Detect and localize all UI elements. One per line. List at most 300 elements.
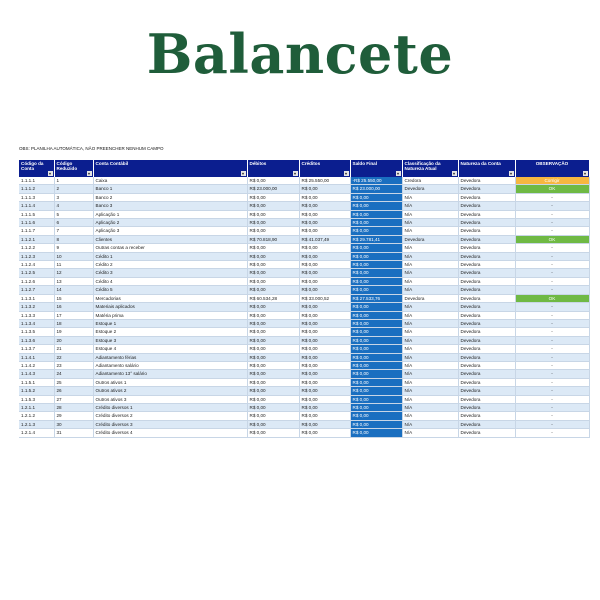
cell-natureza[interactable]: Devedora [458,336,515,344]
filter-dropdown-icon[interactable]: ▾ [293,171,296,176]
cell-codigo-reduzido[interactable]: 9 [54,244,93,252]
cell-debitos[interactable]: R$ 0,00 [247,227,299,235]
cell-creditos[interactable]: R$ 0,00 [299,395,350,403]
cell-codigo-reduzido[interactable]: 25 [54,378,93,386]
cell-creditos[interactable]: R$ 0,00 [299,244,350,252]
table-row [19,210,589,218]
cell-creditos[interactable]: R$ 0,00 [299,378,350,386]
cell-observacao[interactable]: - [515,361,589,369]
cell-conta-contabil[interactable]: Clientes [93,235,247,243]
cell-saldo-final[interactable]: R$ 0,00 [350,202,402,210]
cell-natureza[interactable]: Devedora [458,210,515,218]
cell-classificacao[interactable]: N/A [402,345,458,353]
header-natureza [458,160,515,177]
cell-natureza[interactable]: Devedora [458,361,515,369]
cell-saldo-final[interactable]: R$ 0,00 [350,429,402,437]
cell-debitos[interactable]: R$ 60.534,28 [247,294,299,302]
cell-observacao[interactable]: - [515,353,589,361]
cell-conta-contabil[interactable]: Mercadorias [93,294,247,302]
cell-classificacao[interactable]: N/A [402,336,458,344]
cell-observacao[interactable]: - [515,303,589,311]
cell-natureza[interactable]: Devedora [458,252,515,260]
cell-codigo-conta[interactable]: 1.1.3.5 [19,328,54,336]
cell-codigo-conta[interactable]: 1.2.1.2 [19,412,54,420]
cell-debitos[interactable]: R$ 23.000,00 [247,185,299,193]
cell-observacao[interactable]: - [515,227,589,235]
cell-debitos[interactable]: R$ 0,00 [247,370,299,378]
cell-natureza[interactable]: Devedora [458,202,515,210]
cell-saldo-final[interactable]: R$ 0,00 [350,378,402,386]
cell-conta-contabil[interactable]: Crédito diversos 1 [93,403,247,411]
cell-debitos[interactable]: R$ 0,00 [247,286,299,294]
cell-creditos[interactable]: R$ 0,00 [299,185,350,193]
table-row [19,336,589,344]
cell-classificacao[interactable]: N/A [402,277,458,285]
filter-dropdown-icon[interactable]: ▾ [344,171,347,176]
cell-observacao[interactable]: - [515,378,589,386]
cell-natureza[interactable]: Devedora [458,395,515,403]
cell-natureza[interactable]: Devedora [458,412,515,420]
cell-creditos[interactable]: R$ 0,00 [299,311,350,319]
cell-debitos[interactable]: R$ 0,00 [247,177,299,185]
cell-codigo-reduzido[interactable]: 27 [54,395,93,403]
cell-creditos[interactable]: R$ 33.000,52 [299,294,350,302]
cell-debitos[interactable]: R$ 0,00 [247,261,299,269]
cell-codigo-conta[interactable]: 1.1.3.6 [19,336,54,344]
cell-classificacao[interactable]: N/A [402,395,458,403]
cell-debitos[interactable]: R$ 70.818,90 [247,235,299,243]
cell-conta-contabil[interactable]: Estoque 4 [93,345,247,353]
cell-codigo-reduzido[interactable]: 18 [54,319,93,327]
cell-codigo-reduzido[interactable]: 30 [54,420,93,428]
cell-debitos[interactable]: R$ 0,00 [247,345,299,353]
cell-observacao[interactable]: Corrigir [515,177,589,185]
cell-creditos[interactable]: R$ 0,00 [299,361,350,369]
cell-creditos[interactable]: R$ 0,00 [299,286,350,294]
cell-creditos[interactable]: R$ 0,00 [299,412,350,420]
table-row [19,345,589,353]
cell-codigo-conta[interactable]: 1.1.5.2 [19,387,54,395]
cell-debitos[interactable]: R$ 0,00 [247,202,299,210]
cell-saldo-final[interactable]: -R$ 25.550,00 [350,177,402,185]
cell-debitos[interactable]: R$ 0,00 [247,219,299,227]
cell-codigo-reduzido[interactable]: 11 [54,261,93,269]
filter-dropdown-icon[interactable]: ▾ [452,171,455,176]
cell-codigo-conta[interactable]: 1.1.3.2 [19,303,54,311]
cell-codigo-reduzido[interactable]: 6 [54,219,93,227]
table-row [19,370,589,378]
cell-classificacao[interactable]: N/A [402,378,458,386]
cell-natureza[interactable]: Devedora [458,294,515,302]
cell-creditos[interactable]: R$ 0,00 [299,387,350,395]
cell-conta-contabil[interactable]: Banco 1 [93,185,247,193]
cell-saldo-final[interactable]: R$ 0,00 [350,193,402,201]
cell-codigo-reduzido[interactable]: 21 [54,345,93,353]
cell-classificacao[interactable]: N/A [402,219,458,227]
cell-observacao[interactable]: - [515,345,589,353]
cell-observacao[interactable]: - [515,311,589,319]
cell-conta-contabil[interactable]: Aplicação 2 [93,219,247,227]
cell-saldo-final[interactable]: R$ 0,00 [350,387,402,395]
cell-classificacao[interactable]: Credora [402,177,458,185]
cell-saldo-final[interactable]: R$ 0,00 [350,370,402,378]
cell-conta-contabil[interactable]: Banco 3 [93,202,247,210]
cell-debitos[interactable]: R$ 0,00 [247,403,299,411]
cell-codigo-reduzido[interactable]: 10 [54,252,93,260]
cell-debitos[interactable]: R$ 0,00 [247,395,299,403]
cell-conta-contabil[interactable]: Caixa [93,177,247,185]
cell-codigo-reduzido[interactable]: 8 [54,235,93,243]
cell-codigo-conta[interactable]: 1.1.4.3 [19,370,54,378]
cell-debitos[interactable]: R$ 0,00 [247,378,299,386]
cell-conta-contabil[interactable]: Estoque 2 [93,328,247,336]
cell-saldo-final[interactable]: R$ 23.000,00 [350,185,402,193]
filter-dropdown-icon[interactable]: ▾ [396,171,399,176]
cell-classificacao[interactable]: Devedora [402,294,458,302]
cell-conta-contabil[interactable]: Aplicação 1 [93,210,247,218]
cell-saldo-final[interactable]: R$ 0,00 [350,319,402,327]
cell-codigo-conta[interactable]: 1.1.4.1 [19,353,54,361]
cell-codigo-reduzido[interactable]: 1 [54,177,93,185]
cell-natureza[interactable]: Devedora [458,185,515,193]
cell-codigo-conta[interactable]: 1.1.2.3 [19,252,54,260]
cell-codigo-conta[interactable]: 1.1.2.6 [19,277,54,285]
cell-creditos[interactable]: R$ 0,00 [299,370,350,378]
cell-conta-contabil[interactable]: Outros ativos 1 [93,378,247,386]
cell-saldo-final[interactable]: R$ 29.781,41 [350,235,402,243]
cell-creditos[interactable]: R$ 0,00 [299,336,350,344]
cell-saldo-final[interactable]: R$ 0,00 [350,420,402,428]
cell-observacao[interactable]: - [515,429,589,437]
cell-creditos[interactable]: R$ 0,00 [299,219,350,227]
cell-debitos[interactable]: R$ 0,00 [247,311,299,319]
cell-observacao[interactable]: - [515,328,589,336]
cell-codigo-conta[interactable]: 1.1.1.3 [19,193,54,201]
cell-debitos[interactable]: R$ 0,00 [247,387,299,395]
cell-creditos[interactable]: R$ 0,00 [299,277,350,285]
cell-saldo-final[interactable]: R$ 0,00 [350,227,402,235]
cell-classificacao[interactable]: N/A [402,403,458,411]
cell-conta-contabil[interactable]: Crédito diversos 2 [93,412,247,420]
cell-saldo-final[interactable]: R$ 0,00 [350,328,402,336]
cell-conta-contabil[interactable]: Cédito 1 [93,252,247,260]
cell-observacao[interactable]: OK [515,185,589,193]
cell-natureza[interactable]: Devedora [458,403,515,411]
cell-codigo-conta[interactable]: 1.1.5.3 [19,395,54,403]
cell-natureza[interactable]: Devedora [458,311,515,319]
cell-debitos[interactable]: R$ 0,00 [247,193,299,201]
header-label: Código Reduzido [56,161,78,172]
cell-observacao[interactable]: - [515,387,589,395]
cell-natureza[interactable]: Devedora [458,235,515,243]
cell-codigo-reduzido[interactable]: 22 [54,353,93,361]
cell-classificacao[interactable]: N/A [402,303,458,311]
cell-natureza[interactable]: Devedora [458,244,515,252]
cell-debitos[interactable]: R$ 0,00 [247,328,299,336]
cell-conta-contabil[interactable]: Adiantamento salário [93,361,247,369]
cell-classificacao[interactable]: Devedora [402,235,458,243]
cell-conta-contabil[interactable]: Cédito 2 [93,261,247,269]
cell-classificacao[interactable]: N/A [402,429,458,437]
cell-codigo-conta[interactable]: 1.2.1.1 [19,403,54,411]
cell-codigo-conta[interactable]: 1.1.1.5 [19,210,54,218]
cell-observacao[interactable]: OK [515,294,589,302]
header-label: Código da Conta [21,161,44,172]
cell-codigo-conta[interactable]: 1.2.1.3 [19,420,54,428]
cell-debitos[interactable]: R$ 0,00 [247,252,299,260]
cell-observacao[interactable]: - [515,277,589,285]
cell-saldo-final[interactable]: R$ 0,00 [350,412,402,420]
cell-codigo-reduzido[interactable]: 26 [54,387,93,395]
header-observacao [515,160,589,177]
cell-observacao[interactable]: - [515,403,589,411]
cell-codigo-conta[interactable]: 1.1.1.2 [19,185,54,193]
cell-saldo-final[interactable]: R$ 0,00 [350,303,402,311]
cell-saldo-final[interactable]: R$ 0,00 [350,269,402,277]
cell-conta-contabil[interactable]: Outros ativos 2 [93,387,247,395]
cell-codigo-reduzido[interactable]: 24 [54,370,93,378]
cell-saldo-final[interactable]: R$ 0,00 [350,311,402,319]
cell-codigo-reduzido[interactable]: 20 [54,336,93,344]
cell-codigo-conta[interactable]: 1.1.2.4 [19,261,54,269]
cell-creditos[interactable]: R$ 0,00 [299,403,350,411]
cell-classificacao[interactable]: Devedora [402,185,458,193]
cell-codigo-reduzido[interactable]: 2 [54,185,93,193]
cell-conta-contabil[interactable]: Estoque 3 [93,336,247,344]
cell-classificacao[interactable]: N/A [402,286,458,294]
cell-classificacao[interactable]: N/A [402,202,458,210]
cell-classificacao[interactable]: N/A [402,420,458,428]
cell-codigo-reduzido[interactable]: 12 [54,269,93,277]
cell-creditos[interactable]: R$ 0,00 [299,210,350,218]
filter-dropdown-icon[interactable]: ▾ [48,171,51,176]
cell-saldo-final[interactable]: R$ 0,00 [350,336,402,344]
cell-natureza[interactable]: Devedora [458,193,515,201]
cell-codigo-conta[interactable]: 1.1.3.1 [19,294,54,302]
cell-observacao[interactable]: - [515,210,589,218]
cell-saldo-final[interactable]: R$ 0,00 [350,210,402,218]
cell-creditos[interactable]: R$ 0,00 [299,420,350,428]
cell-creditos[interactable]: R$ 25.550,00 [299,177,350,185]
cell-classificacao[interactable]: N/A [402,244,458,252]
cell-classificacao[interactable]: N/A [402,227,458,235]
cell-observacao[interactable]: - [515,202,589,210]
cell-codigo-conta[interactable]: 1.1.3.4 [19,319,54,327]
cell-debitos[interactable]: R$ 0,00 [247,420,299,428]
cell-observacao[interactable]: - [515,370,589,378]
cell-debitos[interactable]: R$ 0,00 [247,210,299,218]
cell-classificacao[interactable]: N/A [402,361,458,369]
cell-codigo-reduzido[interactable]: 19 [54,328,93,336]
cell-natureza[interactable]: Devedora [458,227,515,235]
cell-creditos[interactable]: R$ 0,00 [299,227,350,235]
cell-debitos[interactable]: R$ 0,00 [247,361,299,369]
cell-codigo-conta[interactable]: 1.1.3.3 [19,311,54,319]
cell-creditos[interactable]: R$ 0,00 [299,261,350,269]
cell-codigo-reduzido[interactable]: 13 [54,277,93,285]
cell-codigo-reduzido[interactable]: 29 [54,412,93,420]
cell-observacao[interactable]: - [515,193,589,201]
cell-classificacao[interactable]: N/A [402,387,458,395]
cell-codigo-reduzido[interactable]: 15 [54,294,93,302]
cell-natureza[interactable]: Devedora [458,420,515,428]
cell-natureza[interactable]: Devedora [458,261,515,269]
cell-codigo-reduzido[interactable]: 7 [54,227,93,235]
cell-saldo-final[interactable]: R$ 0,00 [350,403,402,411]
cell-saldo-final[interactable]: R$ 0,00 [350,277,402,285]
cell-codigo-conta[interactable]: 1.2.1.4 [19,429,54,437]
cell-codigo-reduzido[interactable]: 5 [54,210,93,218]
table-row [19,420,589,428]
cell-classificacao[interactable]: N/A [402,328,458,336]
cell-classificacao[interactable]: N/A [402,193,458,201]
cell-codigo-conta[interactable]: 1.1.3.7 [19,345,54,353]
cell-natureza[interactable]: Devedora [458,303,515,311]
cell-creditos[interactable]: R$ 0,00 [299,252,350,260]
cell-classificacao[interactable]: N/A [402,319,458,327]
cell-observacao[interactable]: - [515,420,589,428]
cell-codigo-reduzido[interactable]: 17 [54,311,93,319]
cell-conta-contabil[interactable]: Cédito 4 [93,277,247,285]
cell-conta-contabil[interactable]: Aplicação 3 [93,227,247,235]
cell-debitos[interactable]: R$ 0,00 [247,277,299,285]
cell-observacao[interactable]: - [515,269,589,277]
cell-natureza[interactable]: Devedora [458,429,515,437]
cell-saldo-final[interactable]: R$ 0,00 [350,395,402,403]
cell-classificacao[interactable]: N/A [402,252,458,260]
cell-creditos[interactable]: R$ 0,00 [299,303,350,311]
cell-natureza[interactable]: Devedora [458,286,515,294]
cell-saldo-final[interactable]: R$ 0,00 [350,286,402,294]
cell-natureza[interactable]: Devedora [458,353,515,361]
cell-creditos[interactable]: R$ 0,00 [299,328,350,336]
cell-conta-contabil[interactable]: Matéria prima [93,311,247,319]
cell-natureza[interactable]: Devedora [458,219,515,227]
cell-creditos[interactable]: R$ 0,00 [299,202,350,210]
cell-creditos[interactable]: R$ 0,00 [299,269,350,277]
cell-observacao[interactable]: - [515,286,589,294]
cell-natureza[interactable]: Devedora [458,177,515,185]
cell-conta-contabil[interactable]: Materiais aplicados [93,303,247,311]
cell-codigo-reduzido[interactable]: 28 [54,403,93,411]
cell-creditos[interactable]: R$ 0,00 [299,345,350,353]
cell-classificacao[interactable]: N/A [402,311,458,319]
cell-debitos[interactable]: R$ 0,00 [247,303,299,311]
cell-classificacao[interactable]: N/A [402,269,458,277]
cell-natureza[interactable]: Devedora [458,319,515,327]
cell-debitos[interactable]: R$ 0,00 [247,269,299,277]
cell-saldo-final[interactable]: R$ 0,00 [350,261,402,269]
cell-codigo-reduzido[interactable]: 31 [54,429,93,437]
header-label: Conta Contábil [95,161,129,166]
cell-saldo-final[interactable]: R$ 27.533,76 [350,294,402,302]
cell-saldo-final[interactable]: R$ 0,00 [350,244,402,252]
cell-natureza[interactable]: Devedora [458,277,515,285]
cell-conta-contabil[interactable]: Crédito diversos 3 [93,420,247,428]
cell-codigo-conta[interactable]: 1.1.2.2 [19,244,54,252]
cell-classificacao[interactable]: N/A [402,370,458,378]
cell-saldo-final[interactable]: R$ 0,00 [350,361,402,369]
filter-dropdown-icon[interactable]: ▾ [583,171,586,176]
cell-conta-contabil[interactable]: Estoque 1 [93,319,247,327]
cell-codigo-conta[interactable]: 1.1.2.1 [19,235,54,243]
cell-conta-contabil[interactable]: Adiantamento férias [93,353,247,361]
cell-natureza[interactable]: Devedora [458,345,515,353]
cell-observacao[interactable]: OK [515,235,589,243]
cell-classificacao[interactable]: N/A [402,261,458,269]
cell-codigo-reduzido[interactable]: 23 [54,361,93,369]
cell-natureza[interactable]: Devedora [458,370,515,378]
cell-codigo-reduzido[interactable]: 3 [54,193,93,201]
filter-dropdown-icon[interactable]: ▾ [87,171,90,176]
cell-observacao[interactable]: - [515,319,589,327]
cell-conta-contabil[interactable]: Cédito 5 [93,286,247,294]
filter-dropdown-icon[interactable]: ▾ [241,171,244,176]
cell-debitos[interactable]: R$ 0,00 [247,353,299,361]
cell-natureza[interactable]: Devedora [458,378,515,386]
cell-natureza[interactable]: Devedora [458,387,515,395]
cell-debitos[interactable]: R$ 0,00 [247,429,299,437]
cell-classificacao[interactable]: N/A [402,412,458,420]
cell-creditos[interactable]: R$ 41.037,49 [299,235,350,243]
cell-codigo-reduzido[interactable]: 14 [54,286,93,294]
cell-natureza[interactable]: Devedora [458,269,515,277]
cell-debitos[interactable]: R$ 0,00 [247,319,299,327]
automatic-sheet-note: OBS: PLANILHA AUTOMÁTICA, NÃO PREENCHER NENHUM CAMPO [19,146,164,151]
cell-debitos[interactable]: R$ 0,00 [247,244,299,252]
cell-observacao[interactable]: - [515,252,589,260]
cell-codigo-conta[interactable]: 1.1.2.7 [19,286,54,294]
cell-natureza[interactable]: Devedora [458,328,515,336]
cell-codigo-reduzido[interactable]: 16 [54,303,93,311]
cell-classificacao[interactable]: N/A [402,210,458,218]
cell-creditos[interactable]: R$ 0,00 [299,319,350,327]
cell-classificacao[interactable]: N/A [402,353,458,361]
filter-dropdown-icon[interactable]: ▾ [509,171,512,176]
cell-conta-contabil[interactable]: Crédito diversos 4 [93,429,247,437]
cell-observacao[interactable]: - [515,336,589,344]
cell-codigo-reduzido[interactable]: 4 [54,202,93,210]
cell-codigo-conta[interactable]: 1.1.1.6 [19,219,54,227]
cell-saldo-final[interactable]: R$ 0,00 [350,219,402,227]
cell-creditos[interactable]: R$ 0,00 [299,353,350,361]
cell-saldo-final[interactable]: R$ 0,00 [350,252,402,260]
cell-observacao[interactable]: - [515,244,589,252]
cell-observacao[interactable]: - [515,412,589,420]
cell-observacao[interactable]: - [515,261,589,269]
cell-saldo-final[interactable]: R$ 0,00 [350,353,402,361]
cell-conta-contabil[interactable]: Outras contas a receber [93,244,247,252]
cell-codigo-conta[interactable]: 1.1.1.4 [19,202,54,210]
cell-conta-contabil[interactable]: Banco 2 [93,193,247,201]
cell-creditos[interactable]: R$ 0,00 [299,429,350,437]
cell-codigo-conta[interactable]: 1.1.1.1 [19,177,54,185]
cell-saldo-final[interactable]: R$ 0,00 [350,345,402,353]
header-creditos [299,160,350,177]
cell-conta-contabil[interactable]: Adiantamento 13° salário [93,370,247,378]
cell-codigo-conta[interactable]: 1.1.1.7 [19,227,54,235]
cell-debitos[interactable]: R$ 0,00 [247,336,299,344]
cell-codigo-conta[interactable]: 1.1.4.2 [19,361,54,369]
cell-conta-contabil[interactable]: Cédito 3 [93,269,247,277]
cell-debitos[interactable]: R$ 0,00 [247,412,299,420]
cell-observacao[interactable]: - [515,395,589,403]
cell-codigo-conta[interactable]: 1.1.5.1 [19,378,54,386]
cell-observacao[interactable]: - [515,219,589,227]
cell-codigo-conta[interactable]: 1.1.2.5 [19,269,54,277]
cell-conta-contabil[interactable]: Outros ativos 3 [93,395,247,403]
cell-creditos[interactable]: R$ 0,00 [299,193,350,201]
